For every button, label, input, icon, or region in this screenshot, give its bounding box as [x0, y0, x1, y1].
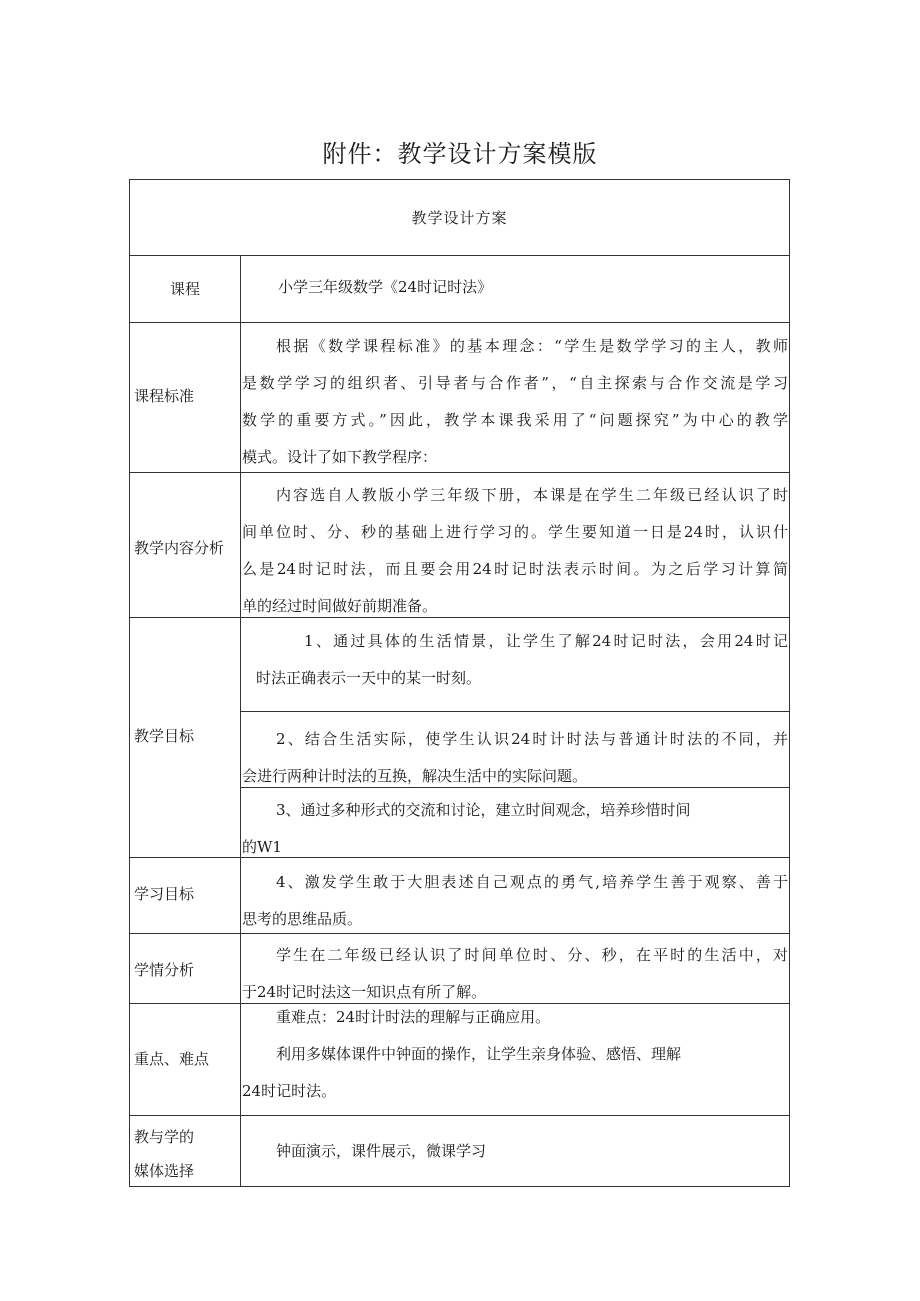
- key-points-label: 重点、难点: [134, 1050, 210, 1068]
- learning-goal-text: [242, 864, 788, 938]
- objective-3: [242, 792, 788, 866]
- text-line: 单的经过时间做好前期准备。: [242, 597, 438, 615]
- row-divider: [240, 787, 789, 788]
- standard-label: 课程标准: [134, 387, 195, 405]
- row-divider: [130, 255, 789, 256]
- objective-1: [256, 623, 788, 697]
- content-analysis-label: 教学内容分析: [134, 539, 225, 557]
- learner-analysis-label: 学情分析: [134, 961, 195, 979]
- learning-goal-label: 学习目标: [134, 885, 195, 903]
- row-divider: [130, 1115, 789, 1116]
- text-line: 是数学学习的组织者、引导者与合作者”，“自主探索与合作交流是学习: [242, 374, 788, 392]
- row-divider: [130, 322, 789, 323]
- text-line: 模式。设计了如下教学程序：: [242, 448, 438, 466]
- media-label-line1: 教与学的: [134, 1128, 195, 1146]
- text-line: 24时记时法。: [242, 1082, 337, 1100]
- text-line: 4、激发学生敢于大胆表述自己观点的勇气,培养学生善于观察、善于: [276, 873, 788, 891]
- row-divider: [130, 933, 789, 934]
- text-line: 3、通过多种形式的交流和讨论，建立时间观念，培养珍惜时间: [276, 801, 691, 819]
- course-label: 课程: [170, 280, 201, 298]
- standard-text: [242, 328, 788, 476]
- text-line: 于24时记时法这一知识点有所了解。: [242, 983, 487, 1001]
- text-line: 思考的思维品质。: [242, 910, 363, 928]
- text-line: 重难点：24时计时法的理解与正确应用。: [276, 1008, 551, 1026]
- media-label-line2: 媒体选择: [134, 1162, 195, 1180]
- text-line: 内容选自人教版小学三年级下册，本课是在学生二年级已经认识了时: [276, 486, 788, 504]
- text-line: 会进行两种计时法的互换，解决生活中的实际问题。: [242, 767, 588, 785]
- row-divider: [130, 857, 789, 858]
- text-line: 1、通过具体的生活情景，让学生了解24时记时法，会用24时记: [304, 632, 788, 650]
- text-line: 学生在二年级已经认识了时间单位时、分、秒，在平时的生活中，对: [276, 946, 788, 964]
- objective-2: [242, 721, 788, 795]
- table-header: 教学设计方案: [411, 209, 508, 227]
- text-line: 的W1: [242, 838, 282, 856]
- row-divider: [130, 472, 789, 473]
- text-line: 间单位时、分、秒的基础上进行学习的。学生要知道一日是24时，认识什: [242, 523, 788, 541]
- key-points-text: [242, 999, 788, 1110]
- lesson-plan-table: [129, 179, 790, 1187]
- objectives-label: 教学目标: [134, 727, 195, 745]
- document-title: 附件：教学设计方案模版: [322, 140, 598, 168]
- text-line: 么是24时记时法，而且要会用24时记时法表示时间。为之后学习计算简: [242, 560, 788, 578]
- text-line: 时法正确表示一天中的某一时刻。: [256, 669, 482, 687]
- course-value: 小学三年级数学《24时记时法》: [278, 278, 493, 296]
- text-line: 数学的重要方式。”因此，教学本课我采用了“问题探究”为中心的教学: [242, 411, 788, 429]
- row-divider: [130, 617, 789, 618]
- media-value: 钟面演示，课件展示，微课学习: [276, 1142, 487, 1160]
- row-divider: [240, 711, 789, 712]
- content-analysis-text: [242, 477, 788, 625]
- column-divider: [240, 255, 241, 1186]
- text-line: 根据《数学课程标准》的基本理念：“学生是数学学习的主人，教师: [276, 337, 788, 355]
- text-line: 2、结合生活实际，使学生认识24时计时法与普通计时法的不同，并: [276, 730, 788, 748]
- text-line: 利用多媒体课件中钟面的操作，让学生亲身体验、感悟、理解: [276, 1045, 682, 1063]
